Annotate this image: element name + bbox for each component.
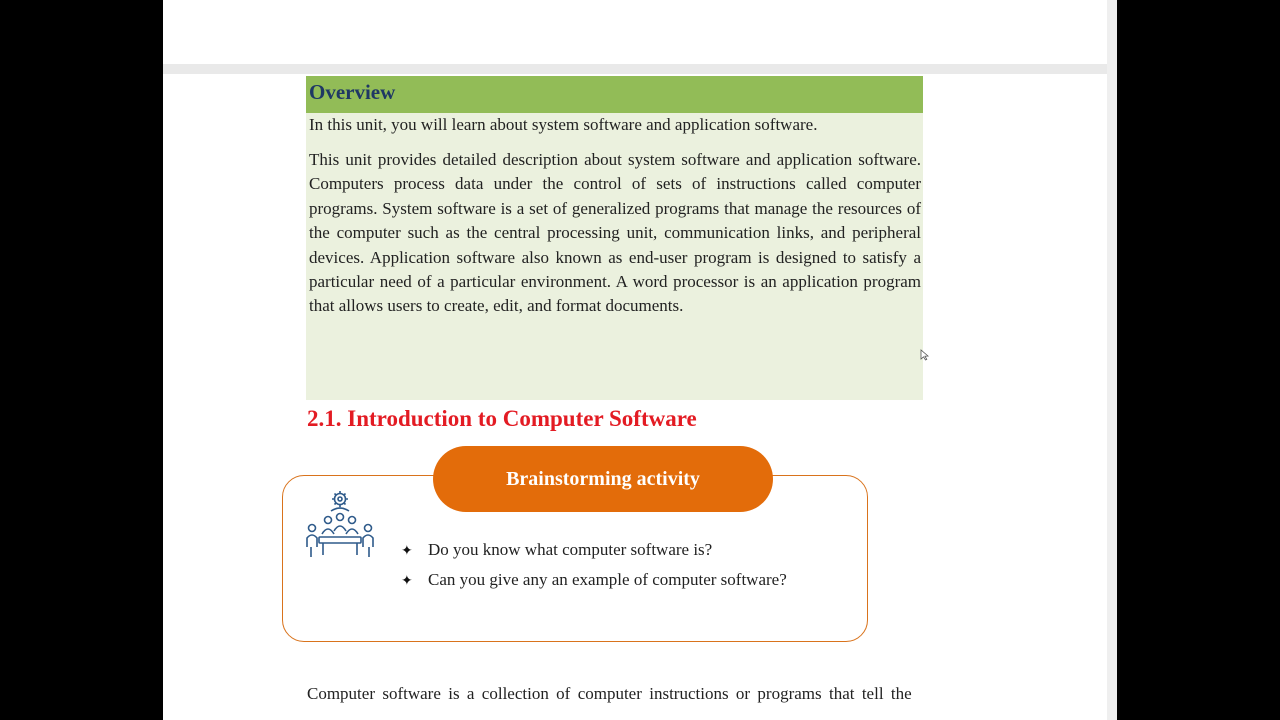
document-viewer[interactable] bbox=[163, 0, 1117, 720]
overview-body: This unit provides detailed description about system software and application software. Computers process data under the control of sets of instructions called computer programs. System software is a set of generalized programs that manage the resources of the computer such as the central processing unit, communication links, and peripheral devices. Application software also known as end-user program is designed to satisfy a particular need of a particular environment. A word processor is an application program that allows users to create, edit, and format documents. bbox=[309, 150, 921, 316]
activity-question: ✦ Can you give any an example of computer software? bbox=[401, 570, 787, 589]
body-paragraph: Computer software is a collection of computer instructions or programs that tell the bbox=[307, 684, 912, 703]
star-bullet-icon: ✦ bbox=[401, 574, 413, 589]
overview-intro: In this unit, you will learn about system software and application software. bbox=[309, 115, 818, 134]
previous-page-bottom bbox=[163, 0, 1107, 64]
mouse-pointer-icon bbox=[920, 349, 930, 361]
group-brainstorm-icon bbox=[305, 489, 375, 561]
activity-title-pill bbox=[433, 446, 773, 512]
overview-title: Overview bbox=[309, 80, 396, 104]
overview-header bbox=[306, 76, 923, 113]
section-heading: 2.1. Introduction to Computer Software bbox=[307, 406, 697, 431]
activity-question: ✦ Do you know what computer software is? bbox=[401, 540, 713, 559]
overview-box bbox=[306, 76, 923, 400]
star-bullet-icon: ✦ bbox=[401, 544, 413, 559]
activity-title: Brainstorming activity bbox=[506, 467, 700, 490]
vertical-scrollbar[interactable] bbox=[1107, 0, 1117, 720]
document-page bbox=[163, 74, 1107, 720]
